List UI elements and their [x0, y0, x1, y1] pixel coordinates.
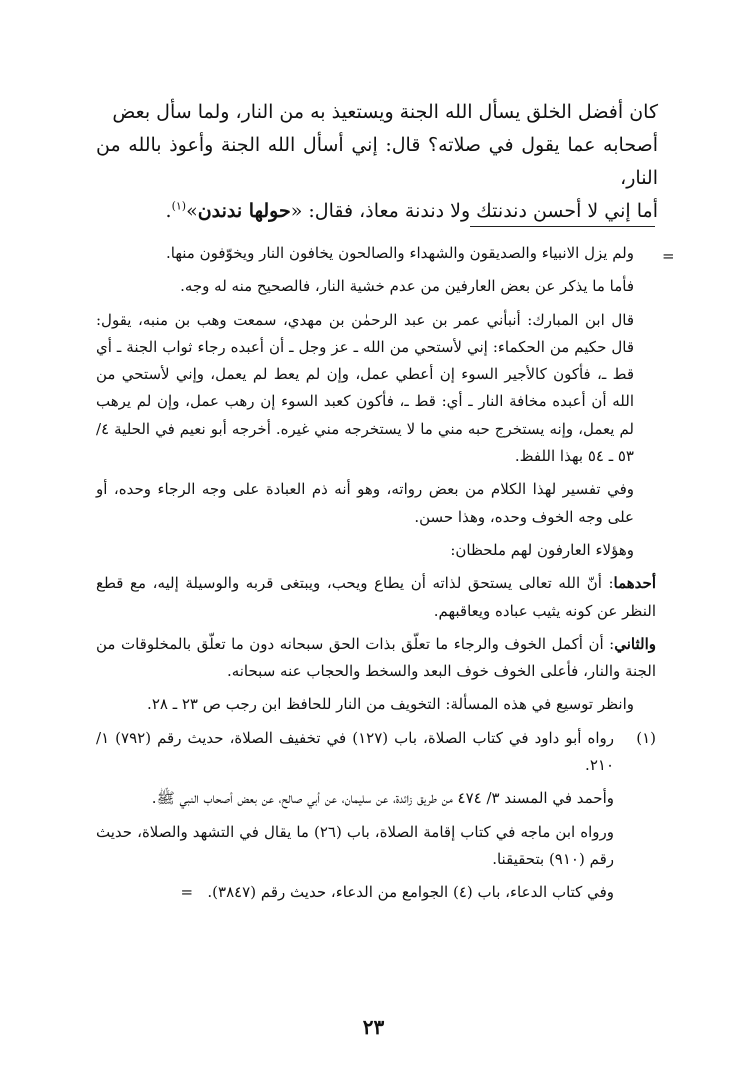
- main-line-2: أصحابه عما يقول في صلاته؟ قال: إني أسأل الله الجنة وأعوذ بالله من النار،: [96, 134, 658, 189]
- end-continued-mark: =: [180, 883, 194, 902]
- footnote-divider: [470, 226, 655, 227]
- note-paragraph-7: [96, 631, 656, 686]
- footnote-1-marker: (١): [636, 728, 656, 747]
- note-paragraph-2: فأما ما يذكر عن بعض العارفين من عدم خشية النار، فالصحيح منه له وجه.: [180, 277, 634, 296]
- footnote-1-text: رواه أبو داود في كتاب الصلاة، باب (١٢٧) في تخفيف الصلاة، حديث رقم (٧٩٢) ١/ ٢١٠.: [96, 728, 614, 775]
- footnote-1-para-4-text: وفي كتاب الدعاء، باب (٤) الجوامع من الدعاء، حديث رقم (٣٨٤٧).: [207, 883, 614, 902]
- footnote-ref-1[interactable]: (١): [171, 199, 187, 213]
- continued-mark: =: [662, 247, 675, 265]
- note-paragraph-1: ولم يزل الانبياء والصديقون والشهداء والصالحون يخافون النار ويخوّفون منها.: [165, 244, 634, 262]
- main-line-1: كان أفضل الخلق يسأل الله الجنة ويستعيذ به من النار، ولما سأل بعض: [112, 101, 658, 123]
- footnote-1-para-3: ورواه ابن ماجه في كتاب إقامة الصلاة، باب (٢٦) ما يقال في التشهد والصلاة، حديث رقم (٩١٠) بتحقيقنا.: [96, 822, 615, 868]
- footnotes: [96, 240, 656, 913]
- footnote-1-para-4: [96, 879, 656, 906]
- note-paragraph-7-text: : أن أكمل الخوف والرجاء ما تعلّق بذات الحق سبحانه دون ما تعلّق بالمخلوقات من الجنة والنار، فأعلى الخوف خوف البعد والسخط والحجاب عنه سبحانه.: [96, 634, 656, 681]
- note-paragraph-5: وهؤلاء العارفون لهم ملحظان:: [450, 540, 634, 559]
- note-label-first: أحدهما: [613, 574, 656, 593]
- note-paragraph-6-text: : أنّ الله تعالى يستحق لذاته أن يطاع ويحب، ويبتغى قربه والوسيلة إليه، مع قطع النظر عن كونه يثيب عباده ويعاقبهم.: [96, 574, 656, 620]
- footnote-1-para-2: وأحمد في المسند ٣/ ٤٧٤ من طريق زائدة، عن سليمان، عن أبي صالح، عن بعض أصحاب النبي ﷺ.: [151, 789, 614, 808]
- footnote-1: [96, 725, 656, 780]
- note-paragraph-4: وفي تفسير لهذا الكلام من بعض رواته، وهو أنه ذم العبادة على وجه الرجاء وحده، أو على وجه الخوف وحده، وهذا حسن.: [96, 480, 634, 526]
- main-line-3-close-quote: »: [186, 200, 198, 222]
- quoted-phrase: حولها ندندن: [197, 200, 291, 222]
- note-paragraph-3: قال ابن المبارك: أنبأني عمر بن عبد الرحمٰن بن مهدي، سمعت وهب بن منبه، يقول: قال حكيم من الحكماء: إني لأستحي من الله ـ عز وجل ـ أن أعبده رجاء ثواب الجنة ـ أي قط ـ، فأكون كالأجير السوء إن أعطي عمل، وإن لم يعط لم يعمل، وإني لأستحي من الله أن أعبده مخافة النار ـ أي: قط ـ، فأكون كعبد السوء إن رهب عمل، وإن لم يرهب لم يعمل، وإنه يستخرج حبه مني ما لا يستخرجه مني غيره. أخرجه أبو نعيم في الحلية ٤/ ٥٣ ـ ٥٤ بهذا اللفظ.: [96, 310, 634, 466]
- main-line-3: [96, 195, 658, 228]
- note-paragraph-8: وانظر توسيع في هذه المسألة: التخويف من النار للحافظ ابن رجب ص ٢٣ ـ ٢٨.: [147, 695, 634, 714]
- page-number: ٢٣: [362, 1015, 385, 1039]
- main-text: [96, 96, 658, 228]
- main-line-3-end: .: [165, 200, 172, 222]
- main-line-3-start: أما إني لا أحسن دندنتك ولا دندنة معاذ، فقال: «: [290, 200, 658, 222]
- note-paragraph-6: [96, 570, 656, 625]
- note-label-second: والثاني: [614, 634, 656, 653]
